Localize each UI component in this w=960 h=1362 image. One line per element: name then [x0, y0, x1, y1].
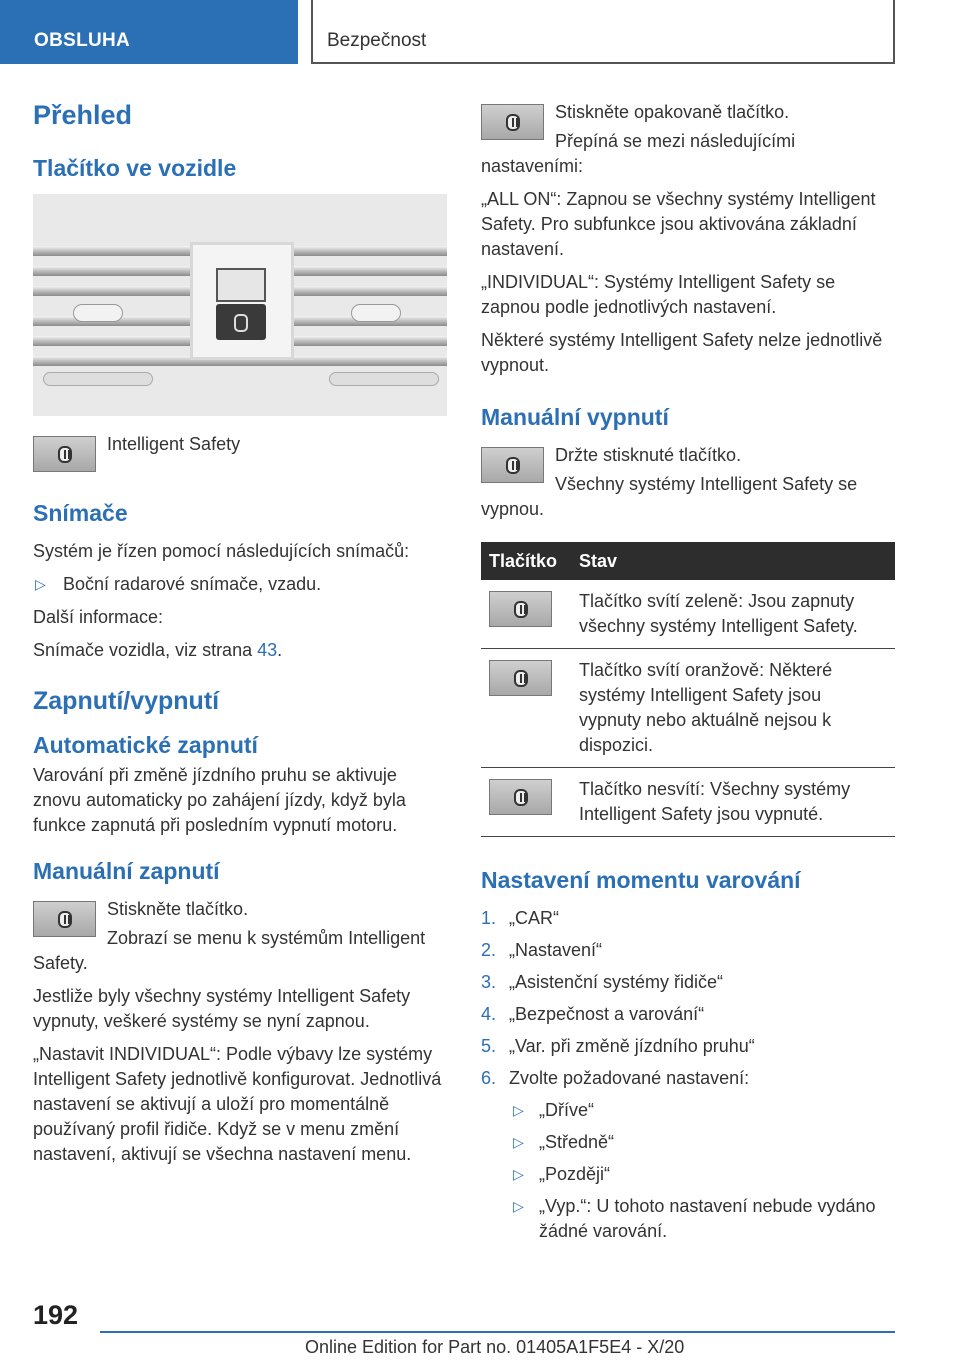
footer-divider	[100, 1331, 895, 1333]
some-systems-text: Některé systémy Intelligent Safety nelze jednotlivě vypnout.	[481, 330, 883, 375]
button-status-table	[481, 542, 895, 837]
intelligent-safety-button-icon	[489, 591, 552, 627]
list-item: 5. „Var. při změně jízdního pruhu“	[481, 1036, 755, 1056]
intelligent-safety-button-icon	[481, 447, 544, 483]
heading-nastaveni: Nastavení momentu varování	[481, 867, 801, 893]
intelligent-safety-label: Intelligent Safety	[107, 434, 241, 454]
heading-zapnuti: Zapnutí/vypnutí	[33, 687, 220, 715]
snimace-reference: Snímače vozidla, viz strana 43.	[33, 640, 283, 660]
list-item: 4. „Bezpečnost a varování“	[481, 1004, 705, 1024]
intelligent-safety-button-icon	[33, 436, 96, 472]
intelligent-safety-button-icon	[33, 901, 96, 937]
triangle-bullet-icon: ▷	[513, 1198, 524, 1214]
table-row	[481, 649, 895, 768]
table-cell-status: Tlačítko nesvítí: Všechny systémy Intelligent Safety jsou vypnuté.	[571, 768, 895, 837]
footer-edition: Online Edition for Part no. 01405A1F5E4 - X/20	[305, 1337, 685, 1357]
table-row	[481, 580, 895, 649]
off-result: Všechny systémy Intelligent Safety se vypnou.	[481, 474, 858, 519]
intelligent-safety-button-icon	[481, 104, 544, 140]
auto-text: Varování při změně jízdního pruhu se aktivuje znovu automaticky po zahájení jízdy, když byla funkce zapnutá při posledním vypnutí motoru.	[33, 765, 406, 835]
list-item: 6. Zvolte požadované nastavení:	[481, 1068, 750, 1088]
triangle-bullet-icon: ▷	[35, 576, 46, 592]
manual-on-step: Stiskněte tlačítko.	[107, 899, 249, 919]
press-step: Stiskněte opakovaně tlačítko.	[555, 102, 790, 122]
dalsi-informace: Další informace:	[33, 607, 164, 627]
list-item: 3. „Asistenční systémy řidiče“	[481, 972, 724, 992]
chapter-title: Bezpečnost	[327, 30, 427, 51]
list-item: 2. „Nastavení“	[481, 940, 603, 960]
manual-on-result: Zobrazí se menu k systémům Intelligent Safety.	[33, 928, 426, 973]
off-step: Držte stisknuté tlačítko.	[555, 445, 742, 465]
intelligent-safety-button-icon	[489, 660, 552, 696]
heading-manual-off: Manuální vypnutí	[481, 404, 669, 430]
triangle-bullet-icon: ▷	[513, 1134, 524, 1150]
heading-tlacitko: Tlačítko ve vozidle	[33, 155, 237, 181]
list-item: ▷ Boční radarové snímače, vzadu.	[33, 572, 447, 597]
snimace-text: Systém je řízen pomocí následujících snímačů:	[33, 541, 410, 561]
table-cell-status: Tlačítko svítí zeleně: Jsou zapnuty všechny systémy Intelligent Safety.	[571, 580, 895, 649]
all-on-text: „ALL ON“: Zapnou se všechny systémy Intelligent Safety. Pro subfunkce jsou aktivována základní nastavení.	[481, 189, 876, 259]
manual-on-note: Jestliže byly všechny systémy Intelligent Safety vypnuty, veškeré systémy se nyní zapnou.	[33, 986, 411, 1031]
intelligent-safety-button-icon	[489, 779, 552, 815]
page-number: 192	[33, 1300, 79, 1330]
list-item: ▷ „Středně“	[481, 1130, 895, 1155]
table-row	[481, 768, 895, 837]
heading-prehled: Přehled	[33, 100, 133, 130]
list-item: ▷ „Vyp.“: U tohoto nastavení nebude vydáno žádné varování.	[513, 1196, 876, 1241]
page-link[interactable]: 43	[257, 640, 278, 660]
section-tab	[0, 0, 298, 64]
heading-auto: Automatické zapnutí	[33, 732, 258, 758]
heading-manual-on: Manuální zapnutí	[33, 858, 220, 884]
list-item: 1. „CAR“	[481, 908, 559, 928]
left-column	[33, 100, 447, 1175]
right-column	[481, 100, 895, 1251]
list-item: ▷ „Dříve“	[481, 1098, 895, 1123]
chapter-tab	[311, 0, 895, 64]
table-cell-status: Tlačítko svítí oranžově: Některé systémy Intelligent Safety jsou vypnuty nebo aktuálně nejsou k dispozici.	[571, 649, 895, 768]
triangle-bullet-icon: ▷	[513, 1166, 524, 1182]
table-header-button: Tlačítko	[481, 542, 571, 580]
press-result: Přepíná se mezi následujícími nastaveními:	[481, 131, 796, 176]
list-item: ▷ „Později“	[481, 1162, 895, 1187]
table-header-status: Stav	[571, 542, 895, 580]
triangle-bullet-icon: ▷	[513, 1102, 524, 1118]
manual-on-individual: „Nastavit INDIVIDUAL“: Podle výbavy lze systémy Intelligent Safety jednotlivě konfigurovat. Jednotlivá nastavení se aktivují a uloží pro momentálně používaný profil řidiče. Když se v menu změní nastavení, aktivují se všechna nastavení menu.	[33, 1044, 442, 1164]
heading-snimace: Snímače	[33, 500, 128, 526]
individual-text: „INDIVIDUAL“: Systémy Intelligent Safety se zapnou podle jednotlivých nastavení.	[481, 272, 836, 317]
section-title: OBSLUHA	[34, 30, 131, 51]
vehicle-button-photo	[33, 194, 447, 416]
safety-button-photo-icon	[216, 304, 266, 340]
